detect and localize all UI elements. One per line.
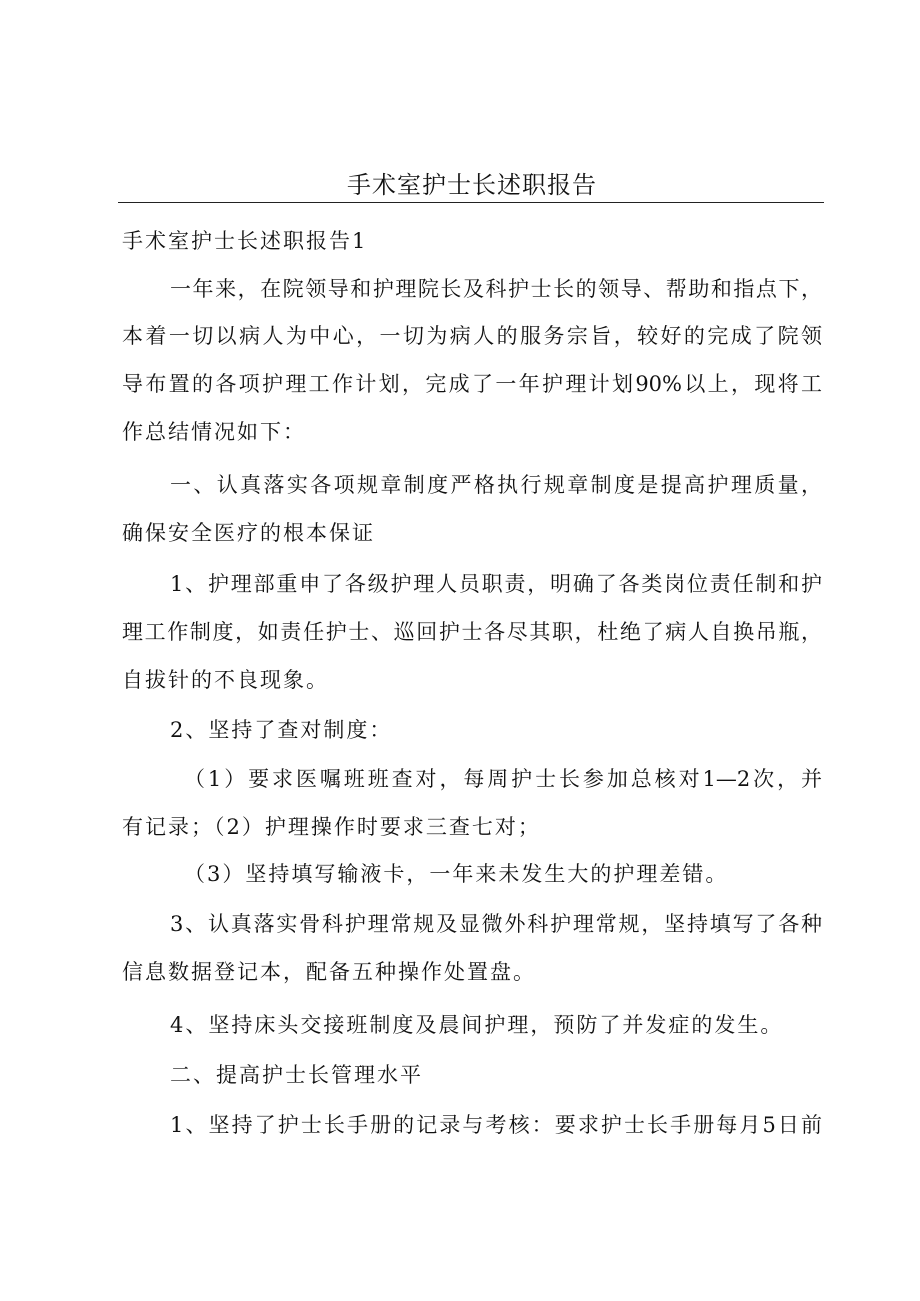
- paragraph-line: 理工作制度，如责任护士、巡回护士各尽其职，杜绝了病人自换吊瓶，: [122, 620, 822, 644]
- paragraph-line: 确保安全医疗的根本保证: [122, 521, 375, 545]
- section-heading: 手术室护士长述职报告1: [122, 229, 368, 253]
- paragraph-line: 4、坚持床头交接班制度及晨间护理，预防了并发症的发生。: [170, 1013, 784, 1037]
- paragraph-line: 本着一切以病人为中心，一切为病人的服务宗旨，较好的完成了院领: [122, 324, 822, 348]
- paragraph-line: 1、坚持了护士长手册的记录与考核：要求护士长手册每月5日前: [170, 1113, 822, 1137]
- title-divider: [118, 202, 824, 203]
- section-heading: 二、提高护士长管理水平: [170, 1063, 423, 1087]
- paragraph-line: （1）要求医嘱班班查对，每周护士长参加总核对1—2次，并: [184, 767, 822, 791]
- paragraph-line: 1、护理部重申了各级护理人员职责，明确了各类岗位责任制和护: [170, 572, 822, 596]
- paragraph-line: 一年来，在院领导和护理院长及科护士长的领导、帮助和指点下，: [170, 277, 822, 301]
- paragraph-line: 2、坚持了查对制度：: [170, 718, 393, 742]
- paragraph-line: 信息数据登记本，配备五种操作处置盘。: [122, 960, 536, 984]
- paragraph-line: 导布置的各项护理工作计划，完成了一年护理计划90%以上，现将工: [122, 372, 822, 396]
- document-title: 手术室护士长述职报告: [347, 171, 597, 199]
- paragraph-line: 自拔针的不良现象。: [122, 668, 329, 692]
- paragraph-line: 一、认真落实各项规章制度严格执行规章制度是提高护理质量，: [170, 473, 822, 497]
- paragraph-line: （3）坚持填写输液卡，一年来未发生大的护理差错。: [184, 862, 729, 886]
- paragraph-line: 3、认真落实骨科护理常规及显微外科护理常规，坚持填写了各种: [170, 912, 822, 936]
- paragraph-line: 有记录；（2）护理操作时要求三查七对；: [122, 815, 541, 839]
- paragraph-line: 作总结情况如下：: [122, 420, 306, 444]
